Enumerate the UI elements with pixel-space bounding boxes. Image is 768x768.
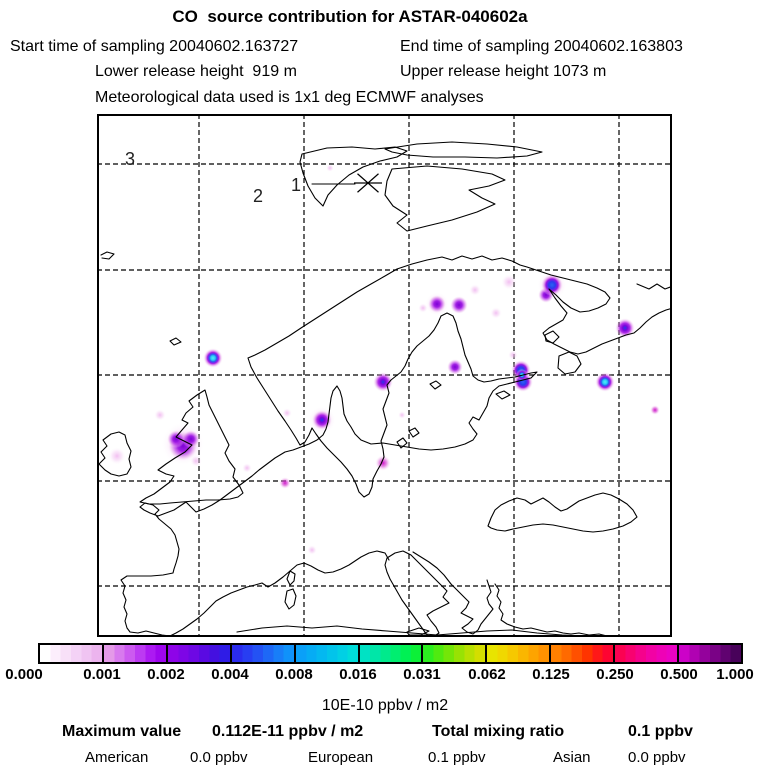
colorbar-segment (40, 645, 102, 662)
colorbar-tick-label: 1.000 (716, 666, 754, 683)
coast-svalbard-east (385, 166, 505, 231)
colorbar-segment (485, 645, 549, 662)
coast-svalbard-main (300, 147, 407, 206)
region-american-label: American (85, 749, 149, 766)
colorbar-tick-label: 0.008 (275, 666, 313, 683)
colorbar-segment (549, 645, 613, 662)
hotspot-pink (307, 545, 317, 555)
maximum-value-label: Maximum value (62, 723, 182, 740)
colorbar-segment (102, 645, 166, 662)
hotspot-pink (190, 455, 202, 467)
hotspot-purple (447, 359, 463, 375)
colorbar-segment (230, 645, 294, 662)
hotspot-pink (154, 409, 166, 421)
upper-release-label: Upper release height 1073 m (400, 63, 607, 80)
colorbar-tick-label: 0.004 (211, 666, 249, 683)
hotspot-pink (469, 284, 481, 296)
lower-release-label: Lower release height 919 m (95, 63, 297, 80)
hotspot-cyan (595, 372, 615, 392)
hotspot-purple (428, 295, 446, 313)
coast-turkey (495, 584, 607, 636)
hotspot-pink (282, 408, 292, 418)
page-title: CO source contribution for ASTAR-040602a (172, 7, 528, 26)
hotspot-purple (450, 296, 468, 314)
region-american-value: 0.0 ppbv (190, 749, 248, 766)
colorbar-tick-label: 0.016 (339, 666, 377, 683)
coast-sardinia (285, 589, 296, 609)
total-mixing-ratio-value: 0.1 ppbv (628, 723, 693, 740)
colorbar-tick-label: 0.000 (5, 666, 43, 683)
colorbar-tick-label: 0.001 (83, 666, 121, 683)
coast-dalmatia (413, 552, 451, 584)
coast-kanin (637, 284, 672, 289)
maximum-value: 0.112E-11 ppbv / m2 (212, 723, 364, 740)
colorbar-segment (421, 645, 485, 662)
colorbar-unit-label: 10E-10 ppbv / m2 (321, 697, 449, 714)
colorbar-segment (677, 645, 741, 662)
colorbar (38, 643, 743, 664)
trajectory-point-label: 2 (253, 186, 264, 206)
colorbar-segment (613, 645, 677, 662)
colorbar-tick-label: 0.500 (660, 666, 698, 683)
hotspot-magenta (279, 477, 291, 489)
colorbar-segment (358, 645, 422, 662)
coast-italy (385, 551, 449, 637)
coast-estonian-isles (496, 391, 510, 399)
region-asian-value: 0.0 ppbv (628, 749, 686, 766)
hotspot-pink (501, 274, 517, 290)
hotspot-cyan (203, 348, 223, 368)
region-european-label: European (308, 749, 374, 766)
met-data-label: Meteorological data used is 1x1 deg ECMWF analyses (95, 89, 484, 106)
colorbar-tick-label: 0.125 (532, 666, 570, 683)
colorbar-segment (166, 645, 230, 662)
hotspot-magenta (375, 455, 391, 471)
coast-iceland-fragment (101, 252, 114, 259)
coast-greece (451, 580, 493, 634)
hotspot-pink (418, 303, 428, 313)
colorbar-tick-label: 0.031 (403, 666, 441, 683)
hotspot-magenta (650, 405, 660, 415)
release-location-star-icon (354, 174, 382, 192)
hotspot-pink (242, 463, 252, 473)
region-european-value: 0.1 ppbv (428, 749, 486, 766)
total-mixing-ratio-label: Total mixing ratio (432, 723, 565, 740)
start-time-label: Start time of sampling 20040602.163727 (10, 38, 299, 55)
coast-lake-onega (545, 331, 559, 343)
hotspot-pink (108, 447, 126, 465)
coast-lake-ladoga (558, 352, 581, 374)
hotspot-pink (398, 411, 406, 419)
coast-oland (409, 428, 419, 437)
colorbar-tick-labels (0, 666, 768, 686)
colorbar-segment (294, 645, 358, 662)
region-asian-label: Asian (553, 749, 591, 766)
coast-aland (430, 381, 441, 389)
colorbar-tick-label: 0.062 (468, 666, 506, 683)
trajectory-point-label: 3 (125, 149, 136, 169)
hotspot-pink (508, 350, 518, 360)
coast-black-sea (488, 493, 637, 532)
concentration-hotspots (108, 164, 660, 555)
end-time-label: End time of sampling 20040602.163803 (400, 38, 683, 55)
hotspot-pink (490, 307, 502, 319)
colorbar-tick-label: 0.250 (596, 666, 634, 683)
trajectory-point-label: 1 (291, 175, 302, 195)
map-plot (97, 114, 672, 637)
colorbar-tick-label: 0.002 (147, 666, 185, 683)
coast-faroe (170, 338, 181, 345)
trajectory-point-labels (125, 149, 301, 206)
hotspot-pink (326, 164, 334, 172)
